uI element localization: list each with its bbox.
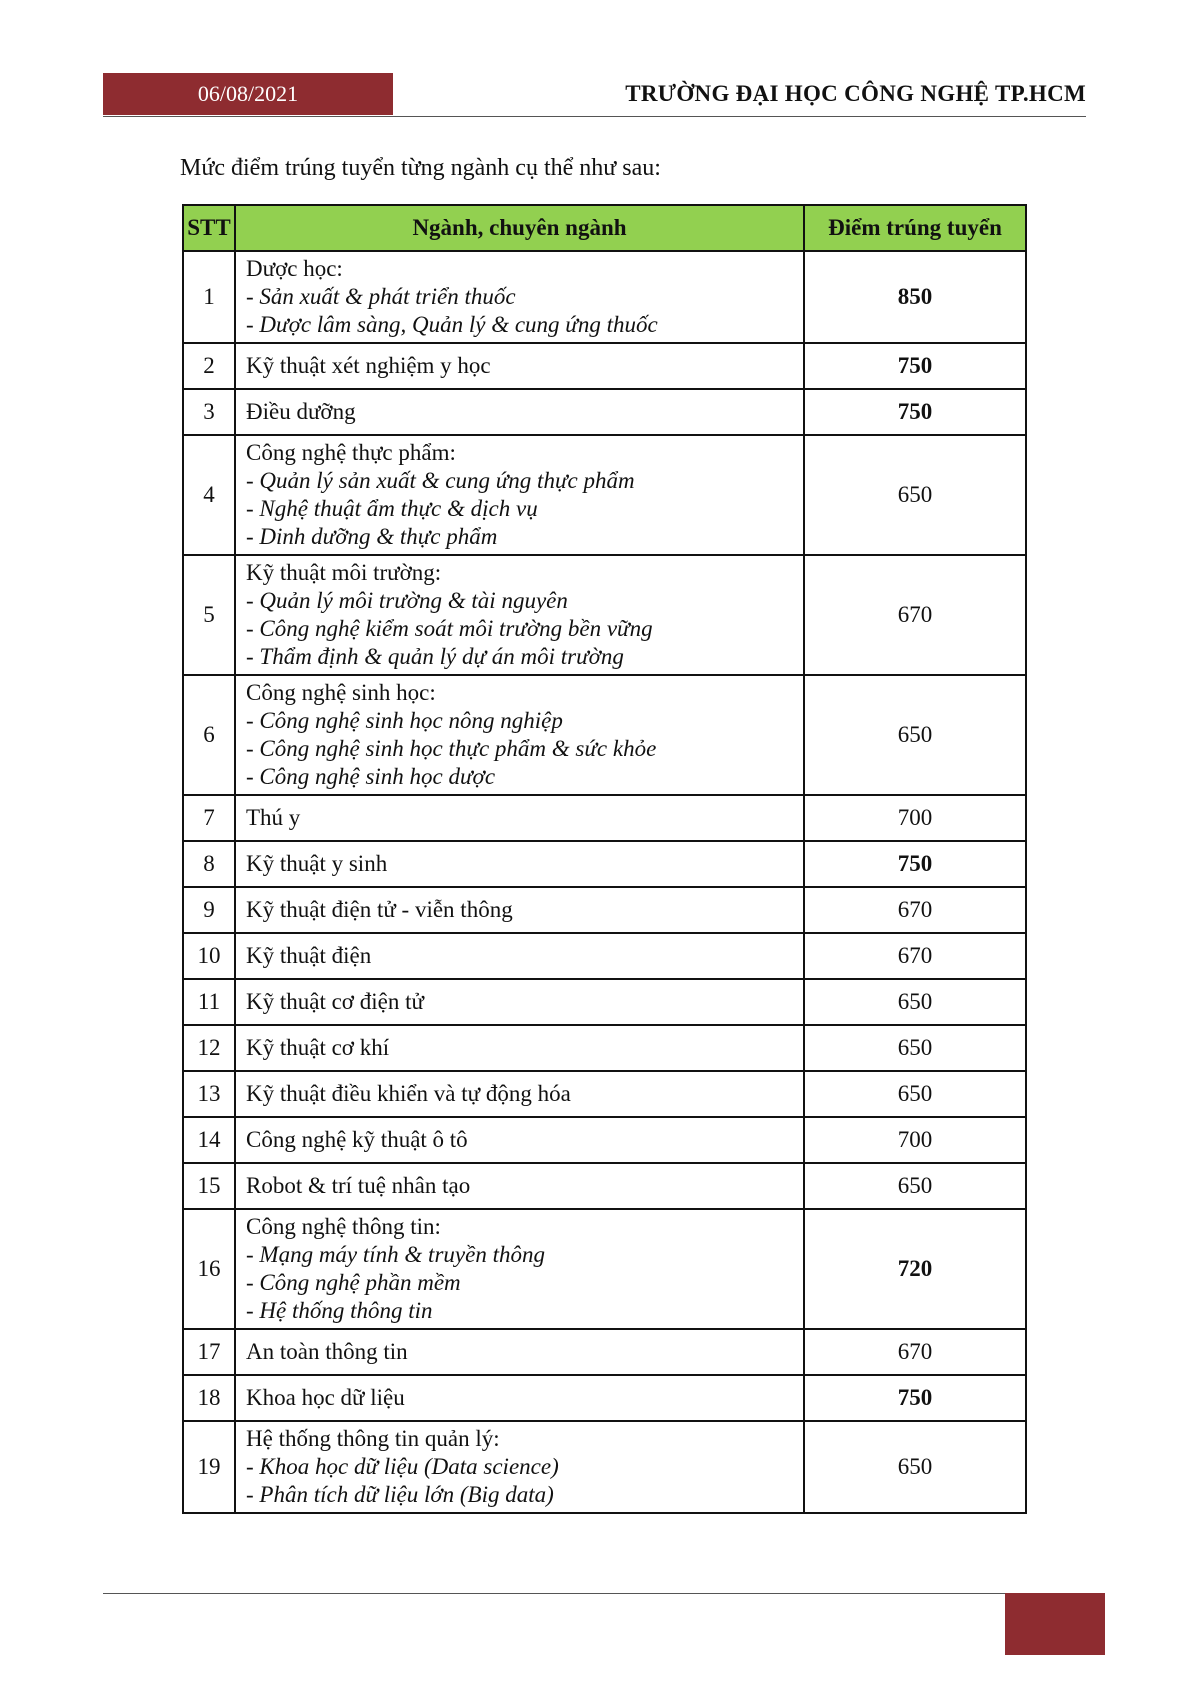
intro-text: Mức điểm trúng tuyển từng ngành cụ thể như sau: (180, 155, 661, 181)
row-stt: 8 (183, 841, 235, 887)
table-row (183, 1209, 1026, 1329)
row-stt: 18 (183, 1375, 235, 1421)
row-stt: 14 (183, 1117, 235, 1163)
header-divider (103, 116, 1086, 117)
major-name: An toàn thông tin (246, 1339, 408, 1364)
specialization-name: - Sản xuất & phát triển thuốc (246, 284, 516, 309)
table-body (183, 251, 1026, 1513)
row-stt: 2 (183, 343, 235, 389)
specialization-name: - Thẩm định & quản lý dự án môi trường (246, 644, 624, 669)
specialization-name: - Phân tích dữ liệu lớn (Big data) (246, 1482, 554, 1507)
row-major (235, 887, 804, 933)
row-score: 750 (804, 343, 1026, 389)
row-score: 850 (804, 251, 1026, 343)
specialization-name: - Công nghệ sinh học thực phẩm & sức khỏe (246, 736, 657, 761)
row-score: 720 (804, 1209, 1026, 1329)
column-header-score: Điểm trúng tuyển (804, 205, 1026, 251)
row-stt: 13 (183, 1071, 235, 1117)
row-stt: 16 (183, 1209, 235, 1329)
table-row (183, 1163, 1026, 1209)
table-row (183, 435, 1026, 555)
specialization-name: - Công nghệ sinh học dược (246, 764, 496, 789)
major-name: Kỹ thuật cơ khí (246, 1035, 390, 1060)
table-row (183, 389, 1026, 435)
major-name: Kỹ thuật điện (246, 943, 372, 968)
specialization-name: - Công nghệ kiểm soát môi trường bền vững (246, 616, 653, 641)
row-major (235, 435, 804, 555)
row-major (235, 1329, 804, 1375)
row-major (235, 1071, 804, 1117)
row-stt: 19 (183, 1421, 235, 1513)
specialization-name: - Dược lâm sàng, Quản lý & cung ứng thuốc (246, 312, 658, 337)
major-name: Công nghệ thông tin: (246, 1214, 441, 1239)
table-row (183, 251, 1026, 343)
major-name: Kỹ thuật điện tử - viễn thông (246, 897, 513, 922)
table-row (183, 795, 1026, 841)
row-major (235, 389, 804, 435)
table-row (183, 1025, 1026, 1071)
row-score: 670 (804, 933, 1026, 979)
column-header-major: Ngành, chuyên ngành (235, 205, 804, 251)
table-row (183, 1421, 1026, 1513)
footer-accent-block (1005, 1593, 1105, 1655)
specialization-name: - Quản lý sản xuất & cung ứng thực phẩm (246, 468, 635, 493)
specialization-name: - Nghệ thuật ẩm thực & dịch vụ (246, 496, 538, 521)
major-name: Công nghệ thực phẩm: (246, 440, 456, 465)
row-major (235, 795, 804, 841)
specialization-name: - Dinh dưỡng & thực phẩm (246, 524, 498, 549)
row-major (235, 1375, 804, 1421)
row-score: 650 (804, 1163, 1026, 1209)
row-major (235, 675, 804, 795)
column-header-stt: STT (183, 205, 235, 251)
table-row (183, 1117, 1026, 1163)
row-stt: 1 (183, 251, 235, 343)
table-row (183, 1329, 1026, 1375)
specialization-name: - Công nghệ phần mềm (246, 1270, 461, 1295)
page-header (103, 73, 1086, 117)
table-row (183, 1375, 1026, 1421)
major-name: Công nghệ kỹ thuật ô tô (246, 1127, 468, 1152)
row-score: 650 (804, 979, 1026, 1025)
row-score: 670 (804, 887, 1026, 933)
table-row (183, 979, 1026, 1025)
row-major (235, 343, 804, 389)
row-score: 700 (804, 1117, 1026, 1163)
footer-divider (103, 1593, 1006, 1594)
row-stt: 9 (183, 887, 235, 933)
major-name: Kỹ thuật xét nghiệm y học (246, 353, 491, 378)
major-name: Công nghệ sinh học: (246, 680, 436, 705)
table-row (183, 933, 1026, 979)
specialization-name: - Mạng máy tính & truyền thông (246, 1242, 545, 1267)
major-name: Kỹ thuật môi trường: (246, 560, 442, 585)
table-header-row (183, 205, 1026, 251)
row-stt: 15 (183, 1163, 235, 1209)
admission-score-table (182, 204, 1027, 1514)
row-major (235, 555, 804, 675)
row-stt: 7 (183, 795, 235, 841)
major-name: Khoa học dữ liệu (246, 1385, 405, 1410)
row-major (235, 1025, 804, 1071)
row-stt: 4 (183, 435, 235, 555)
row-score: 750 (804, 389, 1026, 435)
row-score: 650 (804, 1025, 1026, 1071)
major-name: Điều dưỡng (246, 399, 356, 424)
major-name: Kỹ thuật cơ điện tử (246, 989, 424, 1014)
row-score: 650 (804, 435, 1026, 555)
major-name: Dược học: (246, 256, 343, 281)
row-score: 650 (804, 675, 1026, 795)
row-stt: 11 (183, 979, 235, 1025)
row-major (235, 251, 804, 343)
specialization-name: - Quản lý môi trường & tài nguyên (246, 588, 568, 613)
row-major (235, 1117, 804, 1163)
major-name: Hệ thống thông tin quản lý: (246, 1426, 500, 1451)
specialization-name: - Công nghệ sinh học nông nghiệp (246, 708, 563, 733)
table-row (183, 675, 1026, 795)
row-score: 650 (804, 1421, 1026, 1513)
row-major (235, 841, 804, 887)
row-major (235, 1209, 804, 1329)
row-stt: 6 (183, 675, 235, 795)
table-row (183, 841, 1026, 887)
row-major (235, 933, 804, 979)
row-score: 750 (804, 1375, 1026, 1421)
specialization-name: - Hệ thống thông tin (246, 1298, 433, 1323)
header-date: 06/08/2021 (103, 73, 393, 115)
header-school-name: TRƯỜNG ĐẠI HỌC CÔNG NGHỆ TP.HCM (625, 81, 1086, 106)
major-name: Thú y (246, 805, 301, 830)
table-row (183, 1071, 1026, 1117)
major-name: Robot & trí tuệ nhân tạo (246, 1173, 471, 1198)
table-row (183, 887, 1026, 933)
row-stt: 3 (183, 389, 235, 435)
row-major (235, 979, 804, 1025)
row-score: 750 (804, 841, 1026, 887)
row-major (235, 1421, 804, 1513)
row-score: 650 (804, 1071, 1026, 1117)
specialization-name: - Khoa học dữ liệu (Data science) (246, 1454, 559, 1479)
row-score: 670 (804, 555, 1026, 675)
row-score: 700 (804, 795, 1026, 841)
row-score: 670 (804, 1329, 1026, 1375)
row-stt: 12 (183, 1025, 235, 1071)
table-row (183, 555, 1026, 675)
major-name: Kỹ thuật điều khiển và tự động hóa (246, 1081, 571, 1106)
table-row (183, 343, 1026, 389)
row-stt: 5 (183, 555, 235, 675)
row-stt: 17 (183, 1329, 235, 1375)
major-name: Kỹ thuật y sinh (246, 851, 388, 876)
row-major (235, 1163, 804, 1209)
row-stt: 10 (183, 933, 235, 979)
